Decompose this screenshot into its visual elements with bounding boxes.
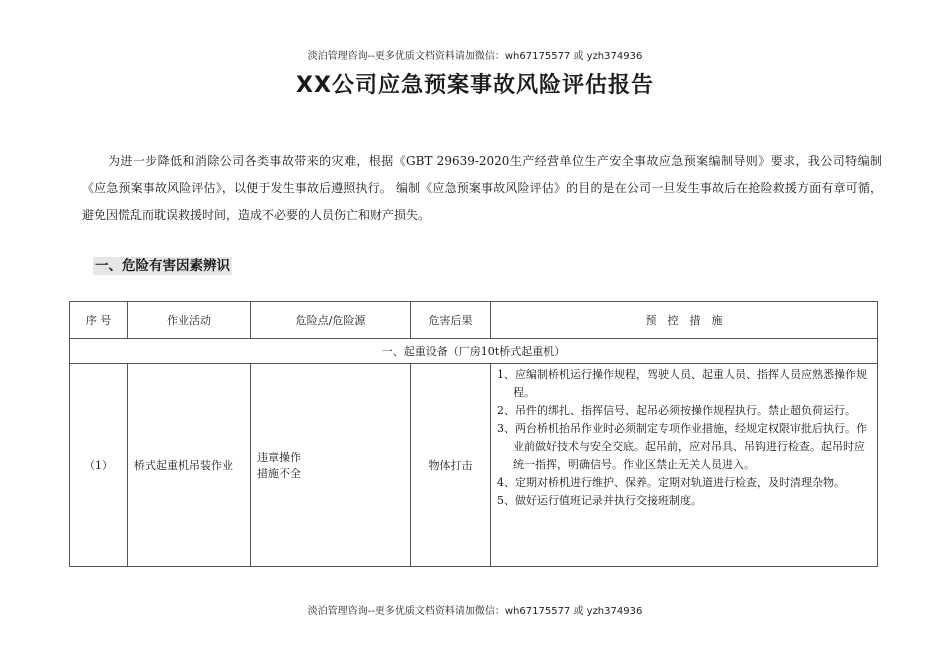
row-activity: 桥式起重机吊装作业 bbox=[128, 364, 251, 567]
footer-watermark-note: 淡泊管理咨询--更多优质文档资料请加微信：wh67175577 或 yzh374936 bbox=[307, 606, 643, 617]
row-hazard bbox=[251, 364, 411, 567]
measure-item: 3、两台桥机抬吊作业时必须制定专项作业措施，经规定权限审批后执行。作业前做好技术与安全交底。起吊前，应对吊具、吊钩进行检查。起吊时应统一指挥，明确信号。作业区禁止无关人员进入。 bbox=[497, 422, 867, 471]
table-row bbox=[70, 364, 878, 567]
table-group-row bbox=[70, 339, 878, 364]
group-label: 一、起重设备（厂房10t桥式起重机） bbox=[70, 339, 878, 364]
measure-item: 1、应编制桥机运行操作规程，驾驶人员、起重人员、指挥人员应熟悉操作规程。 bbox=[497, 368, 867, 399]
header-measures: 预 控 措 施 bbox=[491, 302, 878, 339]
row-consequence: 物体打击 bbox=[411, 364, 491, 567]
header-consequence: 危害后果 bbox=[411, 302, 491, 339]
header-watermark-note: 淡泊管理咨询--更多优质文档资料请加微信：wh67175577 或 yzh374936 bbox=[307, 51, 643, 62]
row-number: （1） bbox=[70, 364, 128, 567]
risk-assessment-table bbox=[69, 301, 878, 567]
document-title: XX公司应急预案事故风险评估报告 bbox=[296, 73, 654, 98]
section-heading-text: 一、危险有害因素辨识 bbox=[95, 258, 230, 274]
row-measures bbox=[491, 364, 878, 567]
header-no: 序 号 bbox=[70, 302, 128, 339]
measure-item: 5、做好运行值班记录并执行交接班制度。 bbox=[497, 494, 702, 507]
header-hazard: 危险点/危险源 bbox=[251, 302, 411, 339]
section-heading bbox=[93, 254, 232, 274]
table-header-row bbox=[70, 302, 878, 339]
hazard-line: 违章操作 bbox=[257, 451, 301, 464]
measure-item: 4、定期对桥机进行维护、保养。定期对轨道进行检查，及时清理杂物。 bbox=[497, 476, 845, 489]
intro-paragraph: 为进一步降低和消除公司各类事故带来的灾难，根据《GBT 29639-2020生产经营单位生产安全事故应急预案编制导则》要求，我公司特编制《应急预案事故风险评估》，以便于发生事故后遵照执行。 编制《应急预案事故风险评估》的目的是在公司一旦发生事故后在抢险救援方面有章可循，避免因慌乱而耽误救援时间，造成不必要的人员伤亡和财产损失。 bbox=[82, 154, 882, 222]
header-activity: 作业活动 bbox=[128, 302, 251, 339]
measure-item: 2、吊件的绑扎、指挥信号、起吊必须按操作规程执行。禁止超负荷运行。 bbox=[497, 404, 856, 417]
hazard-line: 措施不全 bbox=[257, 467, 301, 480]
